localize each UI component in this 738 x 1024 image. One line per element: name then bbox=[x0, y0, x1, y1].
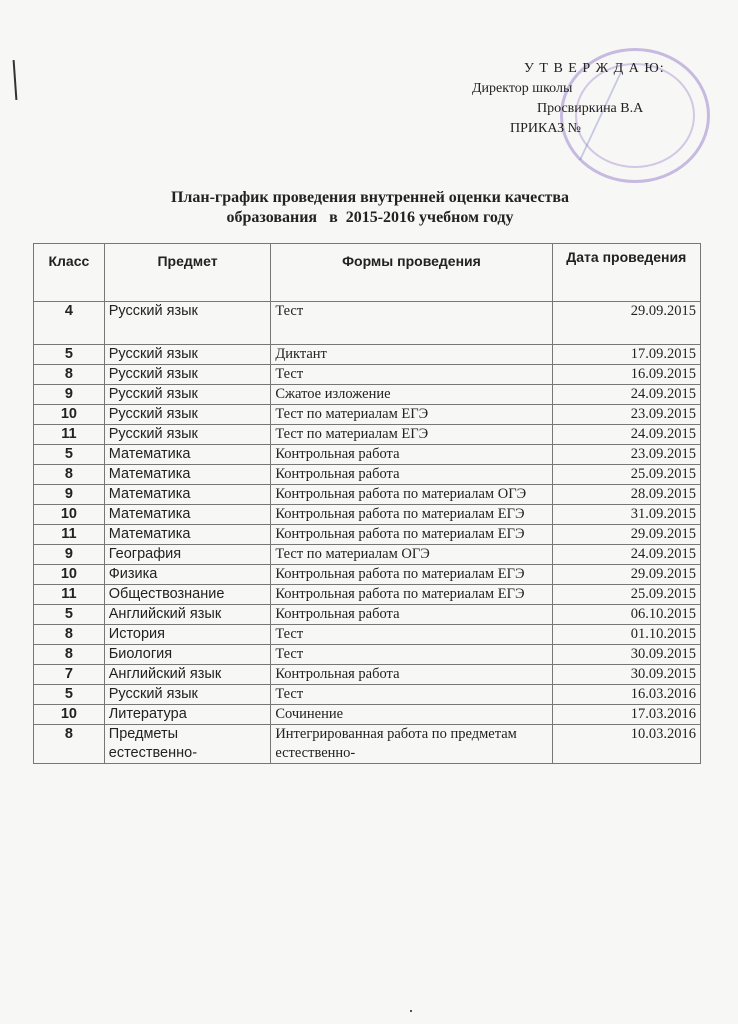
cell-form: Тест по материалам ОГЭ bbox=[271, 545, 552, 565]
cell-class: 10 bbox=[34, 565, 105, 585]
cell-subject: Русский язык bbox=[104, 385, 271, 405]
table-row bbox=[34, 385, 701, 405]
cell-date: 24.09.2015 bbox=[552, 425, 700, 445]
table-row bbox=[34, 585, 701, 605]
cell-form: Диктант bbox=[271, 345, 552, 365]
cell-class: 9 bbox=[34, 545, 105, 565]
cell-subject: Английский язык bbox=[104, 605, 271, 625]
cell-class: 8 bbox=[34, 365, 105, 385]
cell-form: Контрольная работа по материалам ЕГЭ bbox=[271, 505, 552, 525]
approval-name: Просвиркина В.А bbox=[537, 101, 644, 116]
table-row bbox=[34, 705, 701, 725]
cell-date: 17.03.2016 bbox=[552, 705, 700, 725]
cell-date: 10.03.2016 bbox=[552, 725, 700, 764]
table-row bbox=[34, 565, 701, 585]
cell-subject: Математика bbox=[104, 465, 271, 485]
cell-date: 24.09.2015 bbox=[552, 385, 700, 405]
cell-subject: Русский язык bbox=[104, 425, 271, 445]
header-class: Класс bbox=[34, 244, 105, 302]
cell-subject: Английский язык bbox=[104, 665, 271, 685]
cell-date: 23.09.2015 bbox=[552, 445, 700, 465]
cell-date: 30.09.2015 bbox=[552, 665, 700, 685]
cell-form: Тест по материалам ЕГЭ bbox=[271, 405, 552, 425]
table-row bbox=[34, 665, 701, 685]
cell-date: 30.09.2015 bbox=[552, 645, 700, 665]
cell-form: Тест bbox=[271, 645, 552, 665]
table-header-row bbox=[34, 244, 701, 302]
cell-subject: Математика bbox=[104, 505, 271, 525]
cell-date: 01.10.2015 bbox=[552, 625, 700, 645]
cell-class: 8 bbox=[34, 645, 105, 665]
cell-class: 7 bbox=[34, 665, 105, 685]
table-row bbox=[34, 545, 701, 565]
cell-form: Контрольная работа по материалам ОГЭ bbox=[271, 485, 552, 505]
cell-form: Тест bbox=[271, 365, 552, 385]
table-row bbox=[34, 405, 701, 425]
cell-class: 9 bbox=[34, 485, 105, 505]
cell-subject: Русский язык bbox=[104, 685, 271, 705]
cell-form: Контрольная работа bbox=[271, 445, 552, 465]
cell-form: Контрольная работа bbox=[271, 605, 552, 625]
cell-subject: Математика bbox=[104, 445, 271, 465]
header-date: Дата проведения bbox=[552, 244, 700, 302]
header-subject: Предмет bbox=[104, 244, 271, 302]
cell-form: Сочинение bbox=[271, 705, 552, 725]
cell-class: 10 bbox=[34, 705, 105, 725]
approval-heading: У Т В Е Р Ж Д А Ю: bbox=[524, 61, 665, 76]
cell-subject: Литература bbox=[104, 705, 271, 725]
cell-class: 11 bbox=[34, 585, 105, 605]
table-row bbox=[34, 365, 701, 385]
cell-subject: Обществознание bbox=[104, 585, 271, 605]
cell-date: 29.09.2015 bbox=[552, 302, 700, 345]
cell-date: 06.10.2015 bbox=[552, 605, 700, 625]
margin-mark bbox=[13, 60, 18, 100]
cell-form: Контрольная работа по материалам ЕГЭ bbox=[271, 525, 552, 545]
cell-class: 10 bbox=[34, 405, 105, 425]
cell-date: 31.09.2015 bbox=[552, 505, 700, 525]
cell-date: 23.09.2015 bbox=[552, 405, 700, 425]
cell-subject: Русский язык bbox=[104, 302, 271, 345]
cell-subject: Физика bbox=[104, 565, 271, 585]
schedule-table bbox=[33, 243, 701, 764]
approval-order: ПРИКАЗ № bbox=[510, 121, 581, 136]
cell-subject: Русский язык bbox=[104, 345, 271, 365]
cell-class: 5 bbox=[34, 605, 105, 625]
cell-class: 10 bbox=[34, 505, 105, 525]
table-row bbox=[34, 645, 701, 665]
cell-form: Контрольная работа по материалам ЕГЭ bbox=[271, 565, 552, 585]
cell-date: 25.09.2015 bbox=[552, 465, 700, 485]
title-line-2: образования в 2015-2016 учебном году bbox=[226, 209, 514, 226]
cell-form: Тест bbox=[271, 302, 552, 345]
cell-class: 5 bbox=[34, 345, 105, 365]
table-row bbox=[34, 465, 701, 485]
cell-form: Контрольная работа bbox=[271, 665, 552, 685]
page-title bbox=[100, 188, 640, 228]
cell-form: Тест bbox=[271, 625, 552, 645]
cell-class: 9 bbox=[34, 385, 105, 405]
cell-subject: Русский язык bbox=[104, 405, 271, 425]
cell-subject: Русский язык bbox=[104, 365, 271, 385]
cell-subject: Математика bbox=[104, 485, 271, 505]
cell-subject: История bbox=[104, 625, 271, 645]
cell-date: 17.09.2015 bbox=[552, 345, 700, 365]
table-row bbox=[34, 525, 701, 545]
cell-class: 5 bbox=[34, 685, 105, 705]
approval-position: Директор школы bbox=[472, 81, 573, 96]
cell-form: Сжатое изложение bbox=[271, 385, 552, 405]
cell-class: 4 bbox=[34, 302, 105, 345]
table-row bbox=[34, 605, 701, 625]
table-row bbox=[34, 445, 701, 465]
cell-date: 16.03.2016 bbox=[552, 685, 700, 705]
cell-date: 16.09.2015 bbox=[552, 365, 700, 385]
cell-date: 24.09.2015 bbox=[552, 545, 700, 565]
cell-form: Интегрированная работа по предметам естественно- bbox=[271, 725, 552, 764]
cell-class: 8 bbox=[34, 725, 105, 764]
table-row bbox=[34, 485, 701, 505]
cell-date: 29.09.2015 bbox=[552, 525, 700, 545]
cell-class: 5 bbox=[34, 445, 105, 465]
table-row bbox=[34, 345, 701, 365]
header-form: Формы проведения bbox=[271, 244, 552, 302]
cell-form: Тест bbox=[271, 685, 552, 705]
table-row bbox=[34, 505, 701, 525]
table-row bbox=[34, 725, 701, 764]
table-row bbox=[34, 425, 701, 445]
cell-subject: География bbox=[104, 545, 271, 565]
cell-date: 29.09.2015 bbox=[552, 565, 700, 585]
cell-form: Тест по материалам ЕГЭ bbox=[271, 425, 552, 445]
cell-date: 28.09.2015 bbox=[552, 485, 700, 505]
scan-speck bbox=[410, 1010, 412, 1012]
cell-form: Контрольная работа bbox=[271, 465, 552, 485]
cell-form: Контрольная работа по материалам ЕГЭ bbox=[271, 585, 552, 605]
cell-class: 8 bbox=[34, 625, 105, 645]
cell-class: 11 bbox=[34, 425, 105, 445]
cell-subject: Биология bbox=[104, 645, 271, 665]
cell-class: 11 bbox=[34, 525, 105, 545]
title-line-1: План-график проведения внутренней оценки качества bbox=[170, 189, 570, 206]
cell-subject: Предметы естественно- bbox=[104, 725, 271, 764]
cell-subject: Математика bbox=[104, 525, 271, 545]
table-row bbox=[34, 685, 701, 705]
cell-class: 8 bbox=[34, 465, 105, 485]
table-row bbox=[34, 625, 701, 645]
cell-date: 25.09.2015 bbox=[552, 585, 700, 605]
table-row bbox=[34, 302, 701, 345]
